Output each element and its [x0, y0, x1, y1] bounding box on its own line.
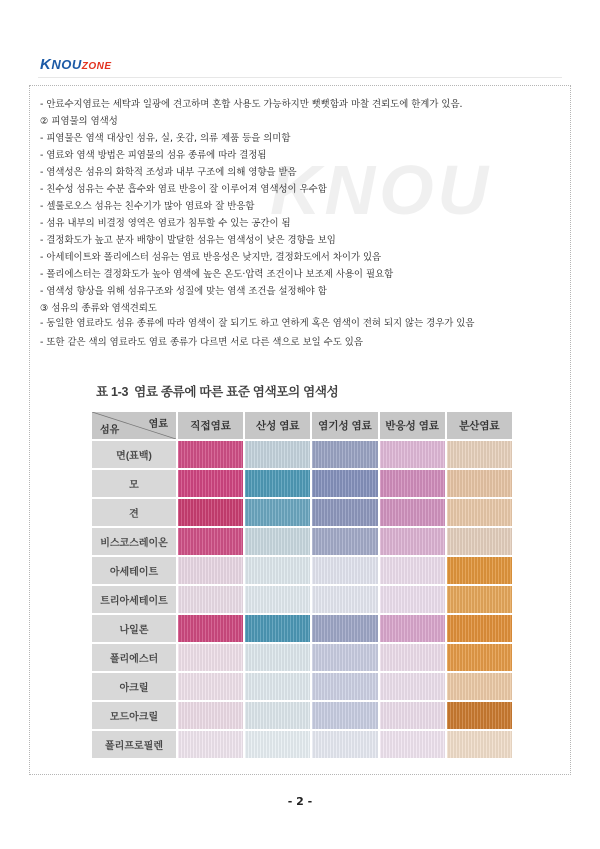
text-line: - 안료수지염료는 세탁과 일광에 견고하며 혼합 사용도 가능하지만 뻣뻣함과 마찰 견뢰도에 한계가 있음. [40, 99, 463, 110]
knouzone-logo [40, 56, 112, 73]
dye-column-header: 염기성 염료 [312, 412, 377, 439]
text-line: - 섬유 내부의 비결정 영역은 염료가 침투할 수 있는 공간이 됨 [40, 218, 291, 229]
fabric-swatch [447, 528, 512, 555]
fabric-swatch [447, 441, 512, 468]
fabric-swatch [312, 499, 377, 526]
text-line: - 폴리에스터는 결정화도가 높아 염색에 높은 온도·압력 조건이나 보조제 사용이 필요함 [40, 269, 394, 280]
fabric-swatch [447, 731, 512, 758]
corner-fiber-label: 섬유 [100, 425, 120, 436]
fiber-label: 견 [92, 499, 176, 526]
fabric-swatch [312, 528, 377, 555]
fabric-swatch [447, 557, 512, 584]
fabric-swatch [178, 470, 243, 497]
text-line: - 염색성 향상을 위해 섬유구조와 성질에 맞는 염색 조건을 설정해야 함 [40, 286, 327, 297]
fabric-swatch [380, 731, 445, 758]
fiber-label: 나일론 [92, 615, 176, 642]
fiber-label: 아크릴 [92, 673, 176, 700]
fabric-swatch [380, 499, 445, 526]
text-line: - 염료와 염색 방법은 피염물의 섬유 종류에 따라 결정됨 [40, 150, 267, 161]
fabric-swatch [178, 615, 243, 642]
fabric-swatch [245, 615, 310, 642]
fabric-swatch [178, 557, 243, 584]
fabric-swatch [447, 615, 512, 642]
fabric-swatch [312, 586, 377, 613]
fabric-swatch [245, 557, 310, 584]
fabric-swatch [312, 615, 377, 642]
fabric-swatch [245, 673, 310, 700]
logo-nou: NOU [51, 57, 82, 72]
fabric-swatch [312, 441, 377, 468]
dye-column-header: 산성 염료 [245, 412, 310, 439]
text-line: - 피염물은 염색 대상인 섬유, 실, 옷감, 의류 제품 등을 의미함 [40, 133, 291, 144]
text-line: - 결정화도가 높고 분자 배향이 발달한 섬유는 염색성이 낮은 경향을 보임 [40, 235, 336, 246]
fabric-swatch [245, 731, 310, 758]
fiber-label: 폴리프로필렌 [92, 731, 176, 758]
fiber-label: 모드아크릴 [92, 702, 176, 729]
fabric-swatch [447, 499, 512, 526]
document-body [40, 96, 560, 351]
row-labels [92, 412, 176, 758]
fiber-label: 폴리에스터 [92, 644, 176, 671]
fabric-swatch [245, 586, 310, 613]
fiber-label: 트리아세테이트 [92, 586, 176, 613]
fabric-swatch [178, 702, 243, 729]
fabric-swatch [245, 470, 310, 497]
fabric-swatch [178, 499, 243, 526]
fabric-swatch [178, 441, 243, 468]
logo-k: K [40, 56, 52, 73]
fabric-swatch [178, 644, 243, 671]
fabric-swatch [447, 673, 512, 700]
fabric-swatch [178, 586, 243, 613]
fabric-swatch [447, 586, 512, 613]
figure-caption: 염료 종류에 따른 표준 염색포의 염색성 [134, 385, 339, 399]
section-heading: ③ 섬유의 종류와 염색견뢰도 [40, 303, 157, 314]
fabric-swatch [178, 673, 243, 700]
corner-dye-label: 염료 [148, 419, 168, 430]
fiber-label: 면(표백) [92, 441, 176, 468]
fabric-swatch [178, 528, 243, 555]
text-line: - 또한 같은 색의 염료라도 염료 종류가 다르면 서로 다른 색으로 보일 수도 있음 [40, 337, 363, 348]
fabric-swatch [380, 557, 445, 584]
fabric-swatch [312, 731, 377, 758]
fabric-swatch [312, 702, 377, 729]
fabric-swatch [245, 441, 310, 468]
fabric-swatch [245, 499, 310, 526]
fabric-swatch [380, 586, 445, 613]
fabric-swatch [447, 644, 512, 671]
text-line: - 염색성은 섬유의 화학적 조성과 내부 구조에 의해 영향을 받음 [40, 167, 297, 178]
header-divider [38, 77, 562, 78]
fiber-label: 아세테이트 [92, 557, 176, 584]
fabric-swatch [380, 470, 445, 497]
logo-zone: ZONE [81, 61, 112, 72]
fabric-swatch [245, 702, 310, 729]
page-number: - 2 - [287, 795, 313, 808]
fabric-swatch [178, 731, 243, 758]
fabric-swatch [245, 644, 310, 671]
fabric-swatch [380, 673, 445, 700]
fabric-swatch [380, 615, 445, 642]
dye-column-header: 반응성 염료 [380, 412, 445, 439]
section-heading: ② 피염물의 염색성 [40, 116, 118, 127]
fabric-swatch [312, 644, 377, 671]
table-corner-header [92, 412, 176, 439]
fabric-swatch [312, 673, 377, 700]
fabric-swatch [380, 644, 445, 671]
fabric-swatch [380, 441, 445, 468]
watermark-logo: KNOU [270, 151, 493, 229]
fabric-swatch [312, 470, 377, 497]
dye-column-header: 직접염료 [178, 412, 243, 439]
figure-title [92, 380, 338, 404]
text-line: - 아세테이트와 폴리에스터 섬유는 염료 반응성은 낮지만, 결정화도에서 차이가 있음 [40, 252, 382, 263]
figure-number: 표 1-3 [96, 385, 129, 399]
fabric-swatch [312, 557, 377, 584]
text-line: - 동일한 염료라도 섬유 종류에 따라 염색이 잘 되기도 하고 연하게 혹은 염색이 전혀 되지 않는 경우가 있음 [40, 318, 475, 329]
dye-column-header: 분산염료 [447, 412, 512, 439]
text-line: - 셀룰로오스 섬유는 친수기가 많아 염료와 잘 반응함 [40, 201, 255, 212]
text-line: - 친수성 섬유는 수분 흡수와 염료 반응이 잘 이루어져 염색성이 우수함 [40, 184, 327, 195]
fiber-label: 모 [92, 470, 176, 497]
fabric-swatch [447, 702, 512, 729]
fabric-swatch [245, 528, 310, 555]
fiber-label: 비스코스레이온 [92, 528, 176, 555]
fabric-swatch [380, 702, 445, 729]
dye-fabric-table-figure [92, 380, 512, 758]
fabric-swatch [447, 470, 512, 497]
swatch-grid [178, 412, 512, 758]
fabric-swatch [380, 528, 445, 555]
